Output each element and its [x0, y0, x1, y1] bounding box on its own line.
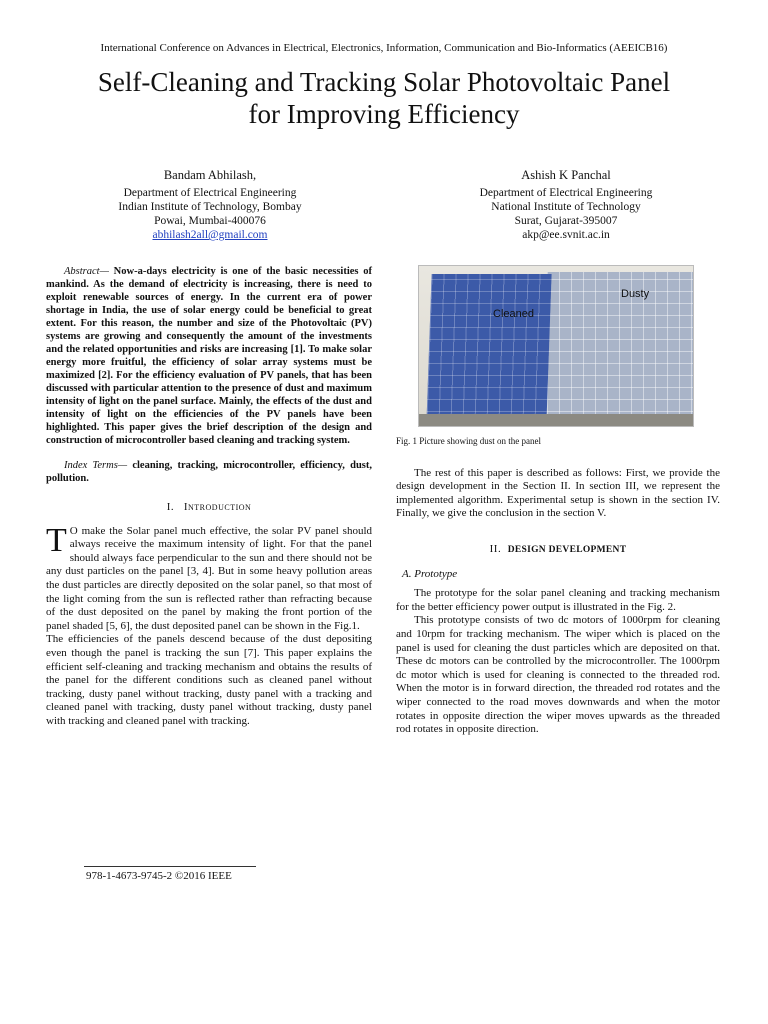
figure-label-cleaned: Cleaned — [493, 308, 534, 320]
author-2-city: Surat, Gujarat-395007 — [514, 215, 618, 227]
section-2-heading — [396, 543, 720, 558]
conference-header: International Conference on Advances in Electrical, Electronics, Information, Communication and Bio-Informatics (AEEICB16) — [100, 42, 668, 54]
author-1-email-link[interactable]: abhilash2all@gmail.com — [152, 229, 268, 241]
abstract-text: Now-a-days electricity is one of the basic necessities of mankind. As the demand of electricity is increasing, there is need to exploit renewable sources of energy. In the current era of power shortage in India, the use of solar energy could be beneficial to great extent. For this reason, the number and size of the Photovoltaic (PV) systems are growing and consequently the amount of the investments and the related opportunities and risks are increasing [1]. To make solar energy more fruitful, the efficiency of solar array systems must be maximized [2]. For the efficiency evaluation of PV panels, that has been discussed with particular attention to the presence of dust and maximum intensity of light on the panel surface. Mainly, the effects of the dust and intensity of light on the efficiencies of the PV panels have been highlighted. This paper gives the brief description of the design and construction of microcontroller based cleaning and tracking system. — [46, 266, 372, 446]
prototype-paragraph-2: This prototype consists of two dc motors of 1000rpm for cleaning and 10rpm for tracking mechanism. The wiper which is placed on the panel is used for cleaning the dust particles which are deposited on that. These dc motors can be controlled by the microcontroller. The 1000rpm dc motor which is used for cleaning is connected to the threaded rod. When the motor is in forward direction, the threaded rod rotates and the wiper connected to the road moves downwards and when the motor rotates in opposite direction the wiper moves upwards as the threaded rod rotates in opposite direction. — [396, 614, 720, 736]
author-1-inst: Indian Institute of Technology, Bombay — [118, 201, 302, 213]
abstract-label: Abstract— — [64, 266, 109, 277]
title-line-2: for Improving Efficiency — [248, 99, 520, 129]
author-block-1 — [60, 168, 360, 242]
author-2-dept: Department of Electrical Engineering — [479, 187, 653, 199]
index-terms — [46, 459, 372, 485]
section-2-title: DESIGN DEVELOPMENT — [507, 544, 627, 555]
section-1-heading — [46, 501, 372, 515]
figure-1-caption: Fig. 1 Picture showing dust on the panel — [396, 436, 541, 446]
author-1-name: Bandam Abhilash, — [163, 168, 257, 182]
paper-title — [20, 66, 748, 130]
copyright-footer: 978-1-4673-9745-2 ©2016 IEEE — [86, 870, 232, 882]
author-2-email: akp@ee.svnit.ac.in — [522, 229, 610, 241]
author-2-inst: National Institute of Technology — [491, 201, 641, 213]
footer-rule — [84, 866, 256, 867]
dusty-panel-area — [547, 272, 693, 424]
author-block-2 — [416, 168, 716, 242]
intro-paragraph-1-text: O make the Solar panel much effective, the solar PV panel should always receive the maximum intensity of light. For that the panel should always face perpendicular to the sun and there should not be any dust particles on the panel [3, 4]. But in some heavy pollution areas the dust particles are directly deposited on the solar panel, so that most of the light coming from the sun is reflected rather than refracting because of the dust deposited on the panel by making the front portion of the panel shaded [5, 6], the dust deposited panel can be shown in the Fig.1. — [46, 524, 372, 632]
abstract — [46, 265, 372, 447]
subsection-a-heading: A. Prototype — [402, 567, 458, 580]
right-column — [396, 265, 720, 737]
panel-frame — [419, 414, 693, 426]
author-1-city: Powai, Mumbai-400076 — [154, 215, 266, 227]
section-1-title: Introduction — [183, 501, 252, 513]
intro-paragraph-2: The efficiencies of the panels descend because of the dust depositing even though the panel is tracking the sun [7]. This paper explains the efficient self-cleaning and tracking mechanism and obtains the results of the panel for the different conditions such as cleaned panel without tracking, dusty panel without tracking, dusty panel with a tracking and cleaned panel with tracking, dusty panel without tracking, dusty panel with tracking and cleaned panel with tracking. — [46, 633, 372, 727]
left-column — [46, 265, 372, 729]
author-1-dept: Department of Electrical Engineering — [123, 187, 297, 199]
right-intro-paragraph: The rest of this paper is described as follows: First, we provide the design development in the Section II. In section III, we represent the implemented algorithm. Experimental setup is shown in the section IV. Finally, we give the conclusion in the section V. — [396, 466, 720, 520]
section-2-number: II. — [489, 542, 502, 555]
index-terms-text: cleaning, tracking, microcontroller, efficiency, dust, pollution. — [46, 460, 372, 484]
intro-paragraph-1 — [46, 521, 372, 634]
title-line-1: Self-Cleaning and Tracking Solar Photovoltaic Panel — [97, 67, 671, 97]
cleaned-panel-area — [426, 274, 551, 424]
drop-cap: T — [46, 521, 67, 559]
prototype-paragraph-1: The prototype for the solar panel cleaning and tracking mechanism for the better efficiency power output is illustrated in the Fig. 2. — [396, 587, 720, 613]
figure-1-solar-panel-photo — [418, 265, 694, 427]
section-1-number: I. — [166, 501, 175, 513]
figure-label-dusty: Dusty — [621, 288, 650, 300]
index-terms-label: Index Terms— — [64, 460, 128, 471]
author-2-name: Ashish K Panchal — [521, 168, 611, 182]
